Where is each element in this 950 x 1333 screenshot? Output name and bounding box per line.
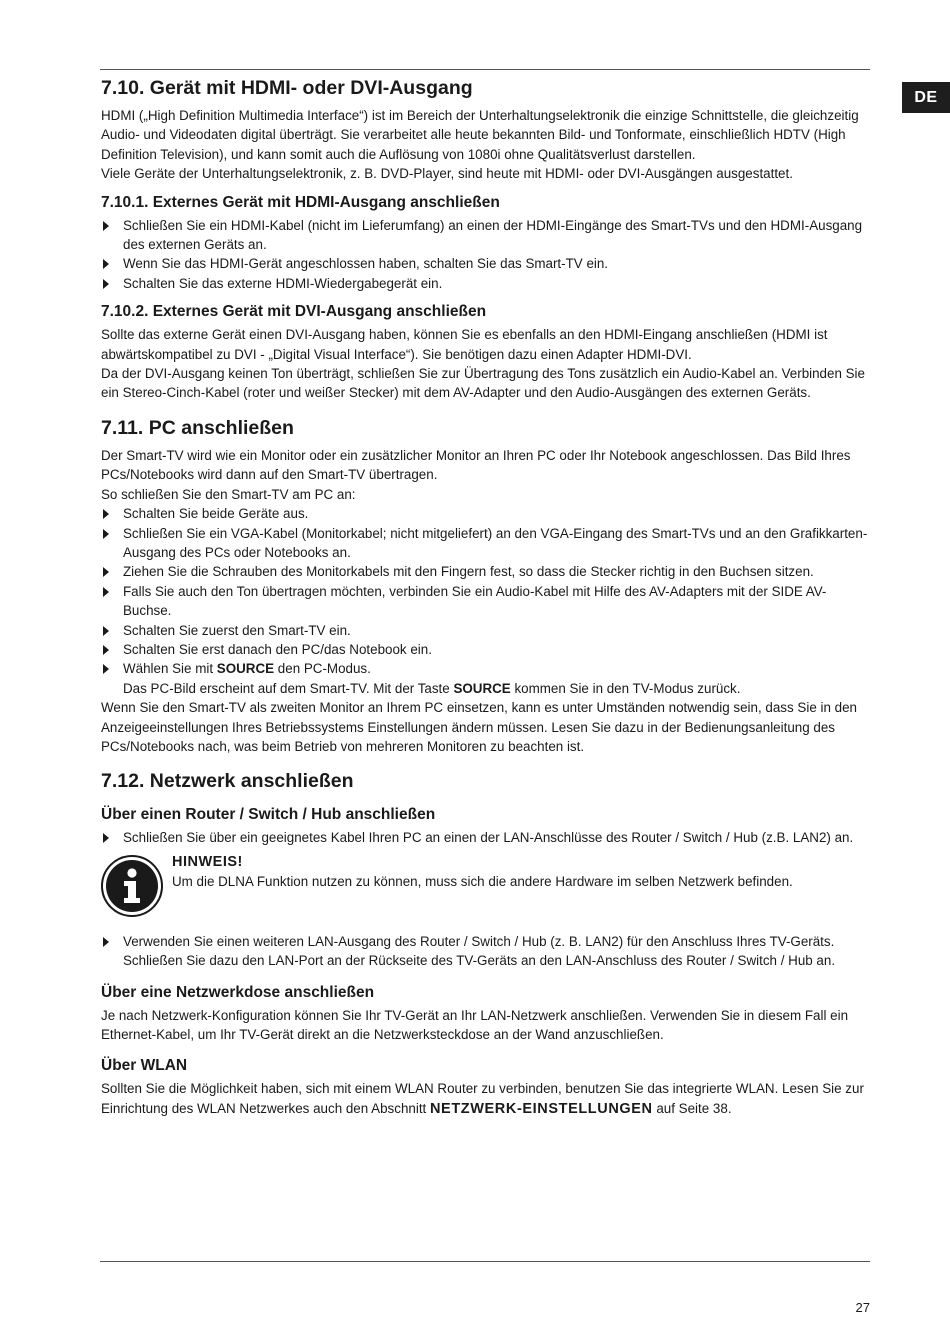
paragraph: Wenn Sie den Smart-TV als zweiten Monitor an Ihrem PC einsetzen, kann es unter Umständen notwendig sein, dass Sie in den Anzeigeeinstellungen Ihres Betriebssystems Einstellungen ändern müssen. Lesen Sie dazu in der Bedienungsanleitung des PCs/Notebooks nach, was beim Betrieb von mehreren Monitoren zu beachten ist. <box>101 700 857 754</box>
bullet-arrow-icon <box>103 221 109 231</box>
list-item: Schalten Sie das externe HDMI-Wiedergabegerät ein. <box>101 274 870 293</box>
subsection-heading-7-10-1: 7.10.1. Externes Gerät mit HDMI-Ausgang anschließen <box>101 193 500 211</box>
bullet-arrow-icon <box>103 259 109 269</box>
bullet-arrow-icon <box>103 279 109 289</box>
bullet-list <box>101 504 870 698</box>
bullet-arrow-icon <box>103 645 109 655</box>
paragraph: HDMI („High Definition Multimedia Interface“) ist im Bereich der Unterhaltungselektronik die einzige Schnittstelle, die gleichzeitig Audio- und Videodaten digital überträgt. Sie verarbeitet alle heute bekannten Bild- und Tonformate, einschließlich HDTV (High Definition Television), und kann somit auch die Auflösung von 1080i ohne Qualitätsverlust darstellen. <box>101 108 859 162</box>
bullet-list <box>101 932 870 971</box>
paragraph: So schließen Sie den Smart-TV am PC an: <box>101 486 356 502</box>
list-item: Schließen Sie ein VGA-Kabel (Monitorkabel; nicht mitgeliefert) an den VGA-Eingang des Smart-TVs und an den Grafikkarten-Ausgang des PCs oder Notebooks an. <box>101 524 870 563</box>
paragraph: Da der DVI-Ausgang keinen Ton überträgt, schließen Sie zur Übertragung des Tons zusätzlich ein Audio-Kabel an. Verbinden Sie ein Stereo-Cinch-Kabel (roter und weißer Stecker) mit dem AV-Adapter und den Audio-Ausgängen des externen Geräts. <box>101 366 865 401</box>
note-title: HINWEIS! <box>172 853 243 870</box>
header-rule <box>100 69 870 70</box>
bullet-arrow-icon <box>103 833 109 843</box>
note-body: Um die DLNA Funktion nutzen zu können, muss sich die andere Hardware im selben Netzwerk befinden. <box>172 873 793 889</box>
bullet-list <box>101 828 870 847</box>
paragraph: Der Smart-TV wird wie ein Monitor oder ein zusätzlicher Monitor an Ihren PC oder Ihr Notebook angeschlossen. Das Bild Ihres PCs/Notebooks wird dann auf den Smart-TV übertragen. <box>101 447 851 483</box>
section-heading-7-11: 7.11. PC anschließen <box>101 416 294 439</box>
list-item: Verwenden Sie einen weiteren LAN-Ausgang des Router / Switch / Hub (z. B. LAN2) für den Anschluss Ihres TV-Geräts. Schließen Sie dazu den LAN-Port an der Rückseite des TV-Geräts an den LAN-Anschluss des Router / Switch / Hub an. <box>101 932 870 971</box>
footer-rule <box>100 1261 870 1262</box>
list-item: Wählen Sie mit SOURCE den PC-Modus. Das PC-Bild erscheint auf dem Smart-TV. Mit der Taste SOURCE kommen Sie in den TV-Modus zurück. <box>101 659 870 698</box>
list-item: Schalten Sie zuerst den Smart-TV ein. <box>101 621 870 640</box>
page-content <box>101 76 870 1119</box>
source-key-label: SOURCE <box>216 661 275 677</box>
bullet-arrow-icon <box>103 529 109 539</box>
subsection-heading-wlan: Über WLAN <box>101 1057 188 1075</box>
section-heading-7-12: 7.12. Netzwerk anschließen <box>101 770 354 793</box>
note-box <box>101 852 870 922</box>
list-item: Schalten Sie beide Geräte aus. <box>101 504 870 523</box>
bullet-arrow-icon <box>103 509 109 519</box>
paragraph: Sollte das externe Gerät einen DVI-Ausgang haben, können Sie es ebenfalls an den HDMI-Eingang anschließen (HDMI ist abwärtskompatibel zu DVI - „Digital Visual Interface“). Sie benötigen dazu einen Adapter HDMI-DVI. <box>101 327 828 362</box>
paragraph: Je nach Netzwerk-Konfiguration können Sie Ihr TV-Gerät an Ihr LAN-Netzwerk anschließen. Verwenden Sie in diesem Fall ein Ethernet-Kabel, um Ihr TV-Gerät direkt an die Netzwerksteckdose an der Wand anzuschließen. <box>101 1007 849 1042</box>
bullet-arrow-icon <box>103 937 109 947</box>
bullet-arrow-icon <box>103 664 109 674</box>
bullet-arrow-icon <box>103 567 109 577</box>
language-tab: DE <box>902 82 950 113</box>
subsection-heading-7-10-2: 7.10.2. Externes Gerät mit DVI-Ausgang anschließen <box>101 303 487 321</box>
section-heading-7-10: 7.10. Gerät mit HDMI- oder DVI-Ausgang <box>101 77 473 99</box>
cross-reference: NETZWERK-EINSTELLUNGEN <box>429 1100 653 1117</box>
list-item: Wenn Sie das HDMI-Gerät angeschlossen haben, schalten Sie das Smart-TV ein. <box>101 254 870 273</box>
subsection-heading-netzwerkdose: Über eine Netzwerkdose anschließen <box>101 983 375 1001</box>
page-number: 27 <box>855 1300 870 1315</box>
list-item: Ziehen Sie die Schrauben des Monitorkabels mit den Fingern fest, so dass die Stecker richtig in den Buchsen sitzen. <box>101 562 870 581</box>
list-item: Schließen Sie über ein geeignetes Kabel Ihren PC an einen der LAN-Anschlüsse des Router / Switch / Hub (z.B. LAN2) an. <box>101 828 870 847</box>
info-icon <box>101 855 163 917</box>
list-item-subtext: Das PC-Bild erscheint auf dem Smart-TV. Mit der Taste SOURCE kommen Sie in den TV-Modus zurück. <box>123 680 741 696</box>
bullet-arrow-icon <box>103 626 109 636</box>
subsection-heading-router: Über einen Router / Switch / Hub anschließen <box>101 806 436 824</box>
list-item: Schließen Sie ein HDMI-Kabel (nicht im Lieferumfang) an einen der HDMI-Eingänge des Smart-TVs und den HDMI-Ausgang des externen Geräts an. <box>101 216 870 255</box>
note-text-block <box>172 852 793 891</box>
bullet-list <box>101 216 870 294</box>
bullet-arrow-icon <box>103 587 109 597</box>
paragraph: Viele Geräte der Unterhaltungselektronik, z. B. DVD-Player, sind heute mit HDMI- oder DVI-Ausgängen ausgestattet. <box>101 166 793 182</box>
source-key-label: SOURCE <box>453 680 511 696</box>
paragraph: Sollten Sie die Möglichkeit haben, sich mit einem WLAN Router zu verbinden, benutzen Sie das integrierte WLAN. Lesen Sie zur Einrichtung des WLAN Netzwerkes auch den Abschnitt NETZWERK-EINSTELLUNGEN auf Seite 38. <box>101 1081 864 1117</box>
list-item: Falls Sie auch den Ton übertragen möchten, verbinden Sie ein Audio-Kabel mit Hilfe des AV-Adapters mit der SIDE AV-Buchse. <box>101 582 870 621</box>
list-item: Schalten Sie erst danach den PC/das Notebook ein. <box>101 640 870 659</box>
